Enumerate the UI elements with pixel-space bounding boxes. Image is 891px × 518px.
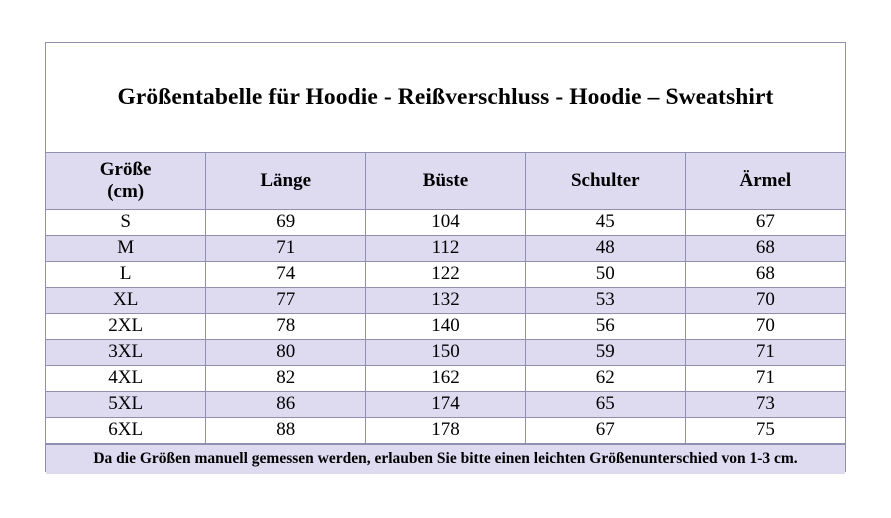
cell-shoulder: 50 bbox=[525, 261, 685, 287]
table-row bbox=[46, 313, 845, 339]
table-row bbox=[46, 417, 845, 443]
cell-sleeve: 67 bbox=[685, 209, 845, 235]
cell-shoulder: 53 bbox=[525, 287, 685, 313]
cell-length: 69 bbox=[206, 209, 366, 235]
cell-length: 78 bbox=[206, 313, 366, 339]
cell-shoulder: 59 bbox=[525, 339, 685, 365]
cell-shoulder: 62 bbox=[525, 365, 685, 391]
column-header-size-unit: (cm) bbox=[107, 180, 145, 202]
table-row bbox=[46, 287, 845, 313]
cell-size: 4XL bbox=[46, 365, 206, 391]
cell-size: 3XL bbox=[46, 339, 206, 365]
cell-sleeve: 73 bbox=[685, 391, 845, 417]
cell-size: S bbox=[46, 209, 206, 235]
cell-bust: 174 bbox=[366, 391, 526, 417]
table-head bbox=[46, 153, 845, 209]
cell-bust: 132 bbox=[366, 287, 526, 313]
cell-shoulder: 56 bbox=[525, 313, 685, 339]
table-body bbox=[46, 209, 845, 443]
cell-bust: 162 bbox=[366, 365, 526, 391]
cell-bust: 178 bbox=[366, 417, 526, 443]
cell-sleeve: 68 bbox=[685, 235, 845, 261]
cell-sleeve: 70 bbox=[685, 287, 845, 313]
column-header-size-label: Größe bbox=[99, 159, 152, 181]
column-header-bust: Büste bbox=[366, 153, 526, 209]
cell-length: 77 bbox=[206, 287, 366, 313]
cell-length: 80 bbox=[206, 339, 366, 365]
cell-bust: 140 bbox=[366, 313, 526, 339]
cell-sleeve: 70 bbox=[685, 313, 845, 339]
cell-sleeve: 75 bbox=[685, 417, 845, 443]
column-header-sleeve: Ärmel bbox=[685, 153, 845, 209]
cell-sleeve: 71 bbox=[685, 365, 845, 391]
cell-sleeve: 68 bbox=[685, 261, 845, 287]
cell-size: 6XL bbox=[46, 417, 206, 443]
column-header-length: Länge bbox=[206, 153, 366, 209]
cell-shoulder: 45 bbox=[525, 209, 685, 235]
table-row bbox=[46, 339, 845, 365]
column-header-size bbox=[46, 153, 206, 209]
table-row bbox=[46, 209, 845, 235]
cell-bust: 150 bbox=[366, 339, 526, 365]
cell-bust: 122 bbox=[366, 261, 526, 287]
cell-length: 74 bbox=[206, 261, 366, 287]
cell-length: 82 bbox=[206, 365, 366, 391]
column-header-shoulder: Schulter bbox=[525, 153, 685, 209]
cell-size: 5XL bbox=[46, 391, 206, 417]
cell-size: M bbox=[46, 235, 206, 261]
cell-size: XL bbox=[46, 287, 206, 313]
cell-shoulder: 48 bbox=[525, 235, 685, 261]
table-row bbox=[46, 391, 845, 417]
measurement-note-row bbox=[46, 444, 845, 474]
cell-sleeve: 71 bbox=[685, 339, 845, 365]
size-table bbox=[46, 153, 845, 444]
cell-shoulder: 67 bbox=[525, 417, 685, 443]
table-header-row bbox=[46, 153, 845, 209]
cell-shoulder: 65 bbox=[525, 391, 685, 417]
page-title: Größentabelle für Hoodie - Reißverschluss - Hoodie – Sweatshirt bbox=[117, 84, 774, 110]
table-row bbox=[46, 235, 845, 261]
cell-bust: 112 bbox=[366, 235, 526, 261]
cell-length: 88 bbox=[206, 417, 366, 443]
table-row bbox=[46, 365, 845, 391]
cell-size: 2XL bbox=[46, 313, 206, 339]
cell-length: 86 bbox=[206, 391, 366, 417]
size-chart-frame bbox=[45, 42, 846, 472]
measurement-note: Da die Größen manuell gemessen werden, erlauben Sie bitte einen leichten Größenunterschied von 1-3 cm. bbox=[93, 450, 798, 467]
chart-title-row bbox=[46, 43, 845, 153]
cell-size: L bbox=[46, 261, 206, 287]
cell-length: 71 bbox=[206, 235, 366, 261]
table-row bbox=[46, 261, 845, 287]
cell-bust: 104 bbox=[366, 209, 526, 235]
